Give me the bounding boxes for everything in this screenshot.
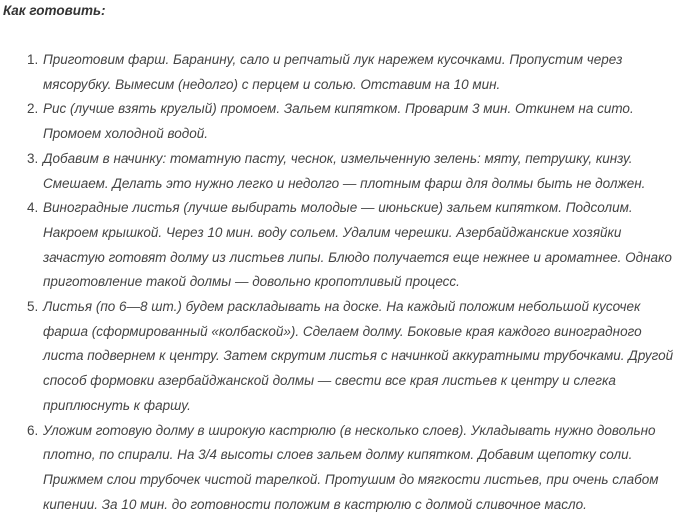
step-number: 4.: [27, 200, 39, 216]
step-number: 6.: [27, 422, 39, 438]
step-number: 2.: [27, 101, 39, 117]
recipe-step-4: [0, 196, 700, 295]
step-text: Рис (лучше взять круглый) промоем. Зальем кипятком. Проварим 3 мин. Откинем на сито. Промоем холодной водой.: [43, 101, 634, 142]
step-text: Листья (по 6—8 шт.) будем раскладывать на доске. На каждый положим небольшой кусочек фарша (сформированный «колбаской»). Сделаем долму. Боковые края каждого виноградного листа подвернем к центру. Затем скрутим листья с начинкой аккуратными трубочками. Другой способ формовки азербайджанской долмы — свести все края листьев к центру и слегка приплюснуть к фаршу.: [43, 299, 674, 413]
step-number: 5.: [27, 299, 39, 315]
recipe-steps-list: [0, 48, 700, 517]
step-number: 3.: [27, 150, 39, 166]
step-number: 1.: [27, 52, 39, 67]
step-text: Добавим в начинку: томатную пасту, чеснок, измельченную зелень: мяту, петрушку, кинзу. Смешаем. Делать это нужно легко и недолго — плотным фарш для долмы быть не должен.: [43, 150, 646, 191]
recipe-step-3: [0, 147, 700, 196]
recipe-step-6: [0, 419, 700, 518]
step-text: Виноградные листья (лучше выбирать молодые — июньские) зальем кипятком. Подсолим. Накроем крышкой. Через 10 мин. воду сольем. Удалим черешки. Азербайджанские хозяйки зачастую готовят долму из листьев липы. Блюдо получается еще нежнее и ароматнее. Однако приготовление такой долмы — довольно кропотливый процесс.: [43, 200, 672, 290]
step-text: Приготовим фарш. Баранину, сало и репчатый лук нарежем кусочками. Пропустим через мясорубку. Вымесим (недолго) с перцем и солью. Отставим на 10 мин.: [43, 52, 623, 92]
section-heading: Как готовить:: [3, 3, 106, 18]
recipe-step-1: [0, 48, 700, 97]
step-text: Уложим готовую долму в широкую кастрюлю (в несколько слоев). Укладывать нужно довольно плотно, по спирали. На 3/4 высоты слоев зальем долму кипятком. Добавим щепотку соли. Прижмем слои трубочек чистой тарелкой. Протушим до мягкости листьев, при очень слабом кипении. За 10 мин. до готовности положим в кастрюлю с долмой сливочное масло.: [43, 422, 659, 512]
recipe-step-2: [0, 97, 700, 146]
recipe-step-5: [0, 295, 700, 419]
